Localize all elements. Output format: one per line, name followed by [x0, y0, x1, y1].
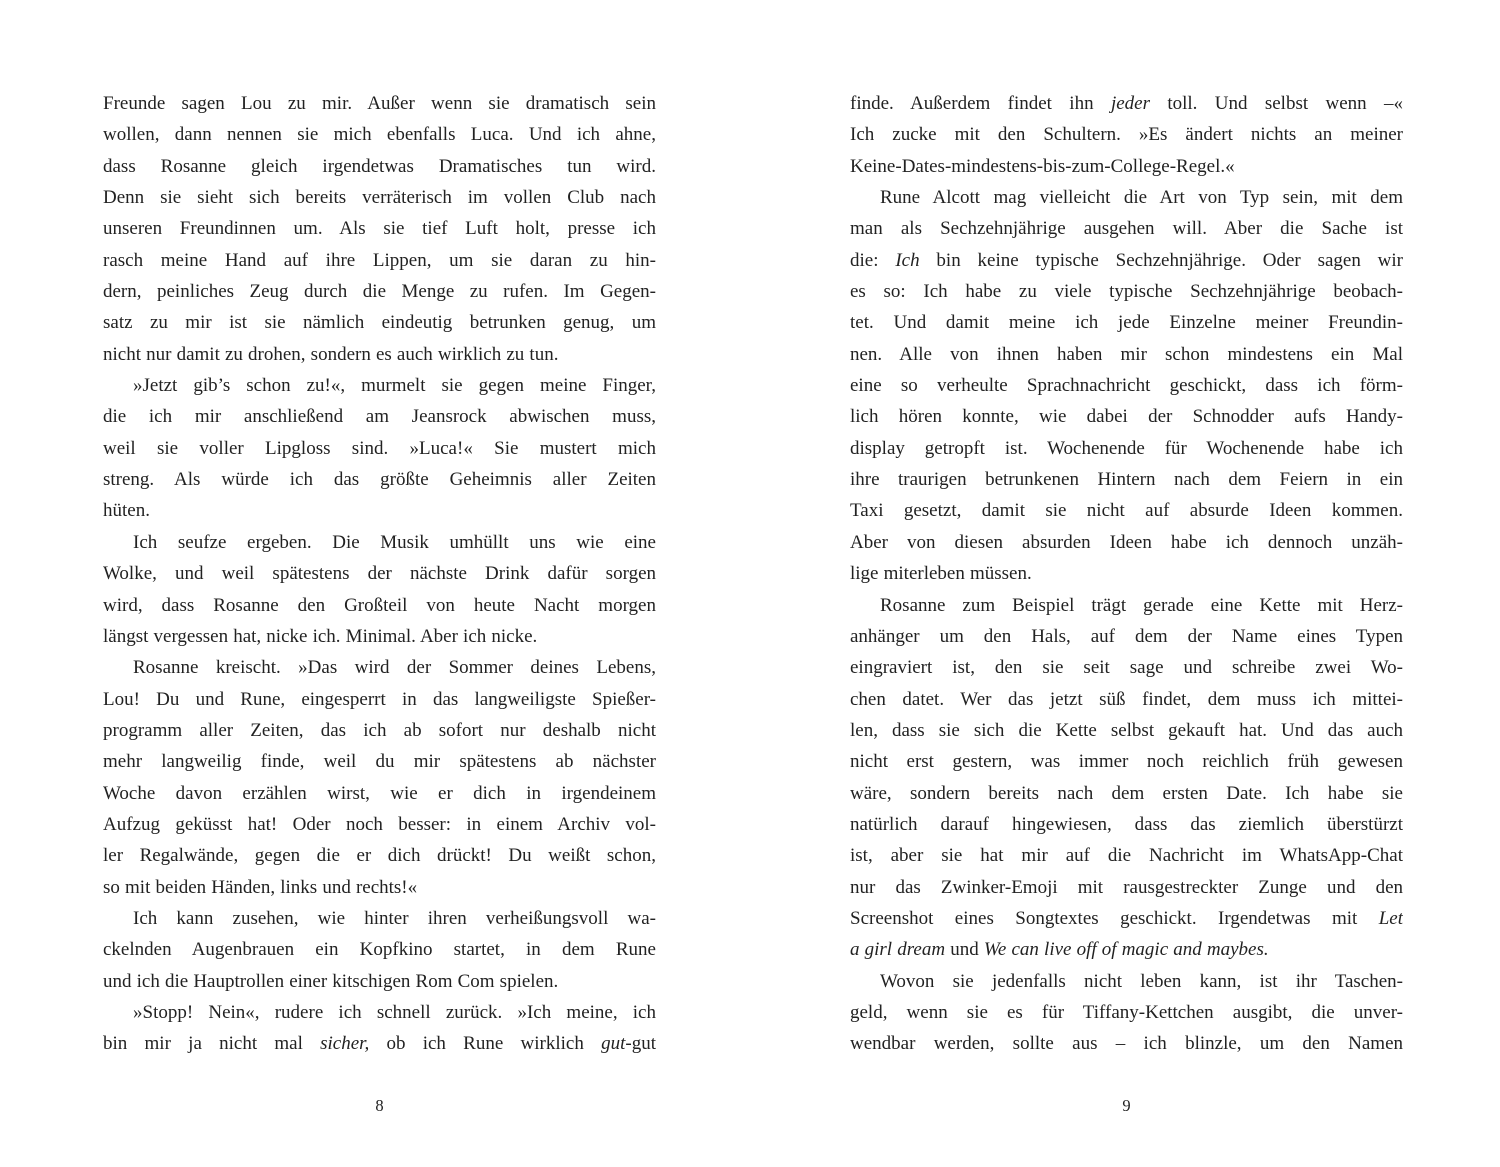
text-segment: eine so verheulte Sprachnachricht geschickt, dass ich förm-: [850, 375, 1403, 397]
text-line: [850, 934, 1403, 965]
text-line: [850, 213, 1403, 244]
text-line: [103, 401, 656, 432]
text-segment: anhänger um den Hals, auf dem der Name eines Typen: [850, 625, 1403, 647]
text-segment: Wovon sie jedenfalls nicht leben kann, ist ihr Taschen-: [880, 970, 1403, 992]
text-line: [103, 966, 656, 997]
text-segment: Woche davon erzählen wirst, wie er dich in irgendeinem: [103, 782, 656, 804]
text-line: [850, 652, 1403, 683]
text-line: [103, 809, 656, 840]
text-line: [850, 182, 1403, 213]
text-segment: Aber von diesen absurden Ideen habe ich dennoch unzäh-: [850, 531, 1403, 553]
text-line: [103, 746, 656, 777]
text-line: [103, 778, 656, 809]
text-segment: Taxi gesetzt, damit sie nicht auf absurde Ideen kommen.: [850, 500, 1403, 522]
text-segment: display getropft ist. Wochenende für Wochenende habe ich: [850, 437, 1403, 459]
text-segment: wäre, sondern bereits nach dem ersten Date. Ich habe sie: [850, 782, 1403, 804]
text-line: [850, 433, 1403, 464]
text-line: [850, 495, 1403, 526]
italic-text-segment: We can live off of magic and maybes.: [983, 939, 1269, 961]
text-line: [103, 997, 656, 1028]
text-line: [850, 997, 1403, 1028]
text-line: [103, 151, 656, 182]
text-line: [103, 934, 656, 965]
text-line: [103, 527, 656, 558]
text-line: [850, 307, 1403, 338]
text-line: [103, 903, 656, 934]
italic-text-segment: a girl dream: [850, 939, 946, 961]
text-segment: satz zu mir ist sie nämlich eindeutig betrunken genug, um: [103, 312, 656, 334]
text-segment: dern, peinliches Zeug durch die Menge zu rufen. Im Gegen-: [103, 281, 656, 303]
right-page-text-block: [850, 88, 1403, 1060]
text-line: [850, 746, 1403, 777]
text-segment: lich hören konnte, wie dabei der Schnodder aufs Handy-: [850, 406, 1403, 428]
text-line: [850, 151, 1403, 182]
text-segment: hüten.: [103, 500, 150, 522]
text-line: [103, 182, 656, 213]
text-segment: wendbar werden, sollte aus – ich blinzle, um den Namen: [850, 1033, 1403, 1055]
text-line: [850, 339, 1403, 370]
text-segment: wollen, dann nennen sie mich ebenfalls Luca. Und ich ahne,: [103, 124, 656, 146]
text-line: [850, 590, 1403, 621]
text-line: [850, 527, 1403, 558]
italic-text-segment: Ich: [895, 249, 920, 271]
italic-text-segment: gut: [601, 1033, 626, 1055]
text-line: [850, 872, 1403, 903]
text-line: [103, 88, 656, 119]
text-line: [103, 621, 656, 652]
text-segment: chen datet. Wer das jetzt süß findet, dem muss ich mittei-: [850, 688, 1403, 710]
text-segment: ob ich Rune wirklich: [369, 1033, 602, 1055]
text-segment: es so: Ich habe zu viele typische Sechzehnjährige beobach-: [850, 281, 1403, 303]
italic-text-segment: jeder: [1110, 93, 1150, 114]
text-segment: ist, aber sie hat mir auf die Nachricht im WhatsApp-Chat: [850, 845, 1403, 867]
text-line: [103, 684, 656, 715]
text-segment: eingraviert ist, den sie seit sage und schreibe zwei Wo-: [850, 657, 1403, 679]
text-line: [850, 464, 1403, 495]
italic-text-segment: Let: [1378, 907, 1403, 929]
text-segment: bin mir ja nicht mal: [103, 1033, 321, 1055]
text-segment: ckelnden Augenbrauen ein Kopfkino startet, in dem Rune: [103, 939, 656, 961]
text-line: [103, 590, 656, 621]
text-line: [850, 715, 1403, 746]
text-line: [850, 1028, 1403, 1059]
text-line: [850, 276, 1403, 307]
text-segment: die ich mir anschließend am Jeansrock abwischen muss,: [103, 406, 656, 428]
text-line: [850, 966, 1403, 997]
text-segment: ihre traurigen betrunkenen Hintern nach dem Feiern in ein: [850, 469, 1403, 491]
text-segment: längst vergessen hat, nicke ich. Minimal. Aber ich nicke.: [103, 625, 538, 647]
text-segment: Ich seufze ergeben. Die Musik umhüllt uns wie eine: [133, 531, 656, 553]
text-segment: Screenshot eines Songtextes geschickt. Irgendetwas mit: [850, 907, 1379, 929]
text-segment: bin keine typische Sechzehnjährige. Oder sagen wir: [919, 249, 1403, 271]
text-segment: so mit beiden Händen, links und rechts!«: [103, 876, 418, 898]
text-line: [103, 840, 656, 871]
text-segment: -gut: [625, 1033, 656, 1055]
text-segment: nicht erst gestern, was immer noch reichlich früh gewesen: [850, 751, 1403, 773]
text-segment: die:: [850, 249, 896, 271]
text-line: [103, 307, 656, 338]
right-page-number: 9: [1122, 1096, 1131, 1115]
text-line: [850, 684, 1403, 715]
text-segment: dass Rosanne gleich irgendetwas Dramatisches tun wird.: [103, 155, 656, 177]
text-line: [103, 495, 656, 526]
text-line: [103, 370, 656, 401]
text-line: [103, 1028, 656, 1059]
text-segment: Denn sie sieht sich bereits verräterisch im vollen Club nach: [103, 187, 656, 209]
text-segment: tet. Und damit meine ich jede Einzelne meiner Freundin-: [850, 312, 1403, 334]
text-segment: Aufzug geküsst hat! Oder noch besser: in einem Archiv vol-: [103, 813, 656, 835]
text-segment: »Stopp! Nein«, rudere ich schnell zurück. »Ich meine, ich: [133, 1001, 656, 1023]
text-segment: Lou! Du und Rune, eingesperrt in das langweiligste Spießer-: [103, 688, 656, 710]
text-segment: streng. Als würde ich das größte Geheimnis aller Zeiten: [103, 469, 656, 491]
text-line: [850, 88, 1403, 119]
text-segment: nen. Alle von ihnen haben mir schon mindestens ein Mal: [850, 343, 1403, 365]
text-line: [103, 433, 656, 464]
text-line: [103, 119, 656, 150]
text-segment: »Jetzt gib’s schon zu!«, murmelt sie gegen meine Finger,: [133, 375, 656, 397]
text-line: [103, 245, 656, 276]
text-segment: Keine-Dates-mindestens-bis-zum-College-Regel.«: [850, 155, 1235, 177]
text-segment: natürlich darauf hingewiesen, dass das ziemlich überstürzt: [850, 813, 1403, 835]
text-segment: finde. Außerdem findet ihn: [850, 93, 1111, 114]
text-line: [103, 213, 656, 244]
left-page-text-block: [103, 88, 656, 1060]
left-page-number: 8: [375, 1096, 384, 1115]
italic-text-segment: sicher,: [320, 1033, 370, 1055]
text-segment: Freunde sagen Lou zu mir. Außer wenn sie dramatisch sein: [103, 93, 656, 114]
text-segment: programm aller Zeiten, das ich ab sofort nur deshalb nicht: [103, 719, 656, 741]
text-line: [103, 872, 656, 903]
text-line: [850, 840, 1403, 871]
text-segment: wird, dass Rosanne den Großteil von heute Nacht morgen: [103, 594, 656, 616]
text-segment: und: [945, 939, 984, 961]
text-line: [850, 778, 1403, 809]
text-segment: weil sie voller Lipgloss sind. »Luca!« Sie mustert mich: [103, 437, 656, 459]
text-line: [850, 370, 1403, 401]
text-segment: Ich kann zusehen, wie hinter ihren verheißungsvoll wa-: [133, 907, 656, 929]
text-segment: man als Sechzehnjährige ausgehen will. Aber die Sache ist: [850, 218, 1403, 240]
text-segment: nicht nur damit zu drohen, sondern es auch wirklich zu tun.: [103, 343, 559, 365]
text-line: [103, 652, 656, 683]
text-segment: ler Regalwände, gegen die er dich drückt! Du weißt schon,: [103, 845, 656, 867]
text-segment: Ich zucke mit den Schultern. »Es ändert nichts an meiner: [850, 124, 1403, 146]
text-segment: geld, wenn sie es für Tiffany-Kettchen ausgibt, die unver-: [850, 1001, 1403, 1023]
text-line: [850, 621, 1403, 652]
text-line: [850, 558, 1403, 589]
text-segment: Rune Alcott mag vielleicht die Art von Typ sein, mit dem: [880, 187, 1403, 209]
text-segment: und ich die Hauptrollen einer kitschigen Rom Com spielen.: [103, 970, 559, 992]
text-segment: nur das Zwinker-Emoji mit rausgestreckter Zunge und den: [850, 876, 1403, 898]
text-segment: rasch meine Hand auf ihre Lippen, um sie daran zu hin-: [103, 249, 656, 271]
text-segment: Rosanne kreischt. »Das wird der Sommer deines Lebens,: [133, 657, 656, 679]
text-line: [103, 464, 656, 495]
text-line: [850, 903, 1403, 934]
text-segment: lige miterleben müssen.: [850, 563, 1032, 585]
text-line: [850, 809, 1403, 840]
text-segment: unseren Freundinnen um. Als sie tief Luft holt, presse ich: [103, 218, 656, 240]
text-line: [103, 276, 656, 307]
text-segment: toll. Und selbst wenn –«: [1149, 93, 1403, 114]
text-segment: mehr langweilig finde, weil du mir spätestens ab nächster: [103, 751, 656, 773]
text-line: [103, 339, 656, 370]
text-segment: Rosanne zum Beispiel trägt gerade eine Kette mit Herz-: [880, 594, 1403, 616]
text-line: [103, 715, 656, 746]
text-line: [850, 245, 1403, 276]
text-segment: len, dass sie sich die Kette selbst gekauft hat. Und das auch: [850, 719, 1403, 741]
text-line: [850, 119, 1403, 150]
text-line: [103, 558, 656, 589]
text-segment: Wolke, und weil spätestens der nächste Drink dafür sorgen: [103, 563, 656, 585]
text-line: [850, 401, 1403, 432]
